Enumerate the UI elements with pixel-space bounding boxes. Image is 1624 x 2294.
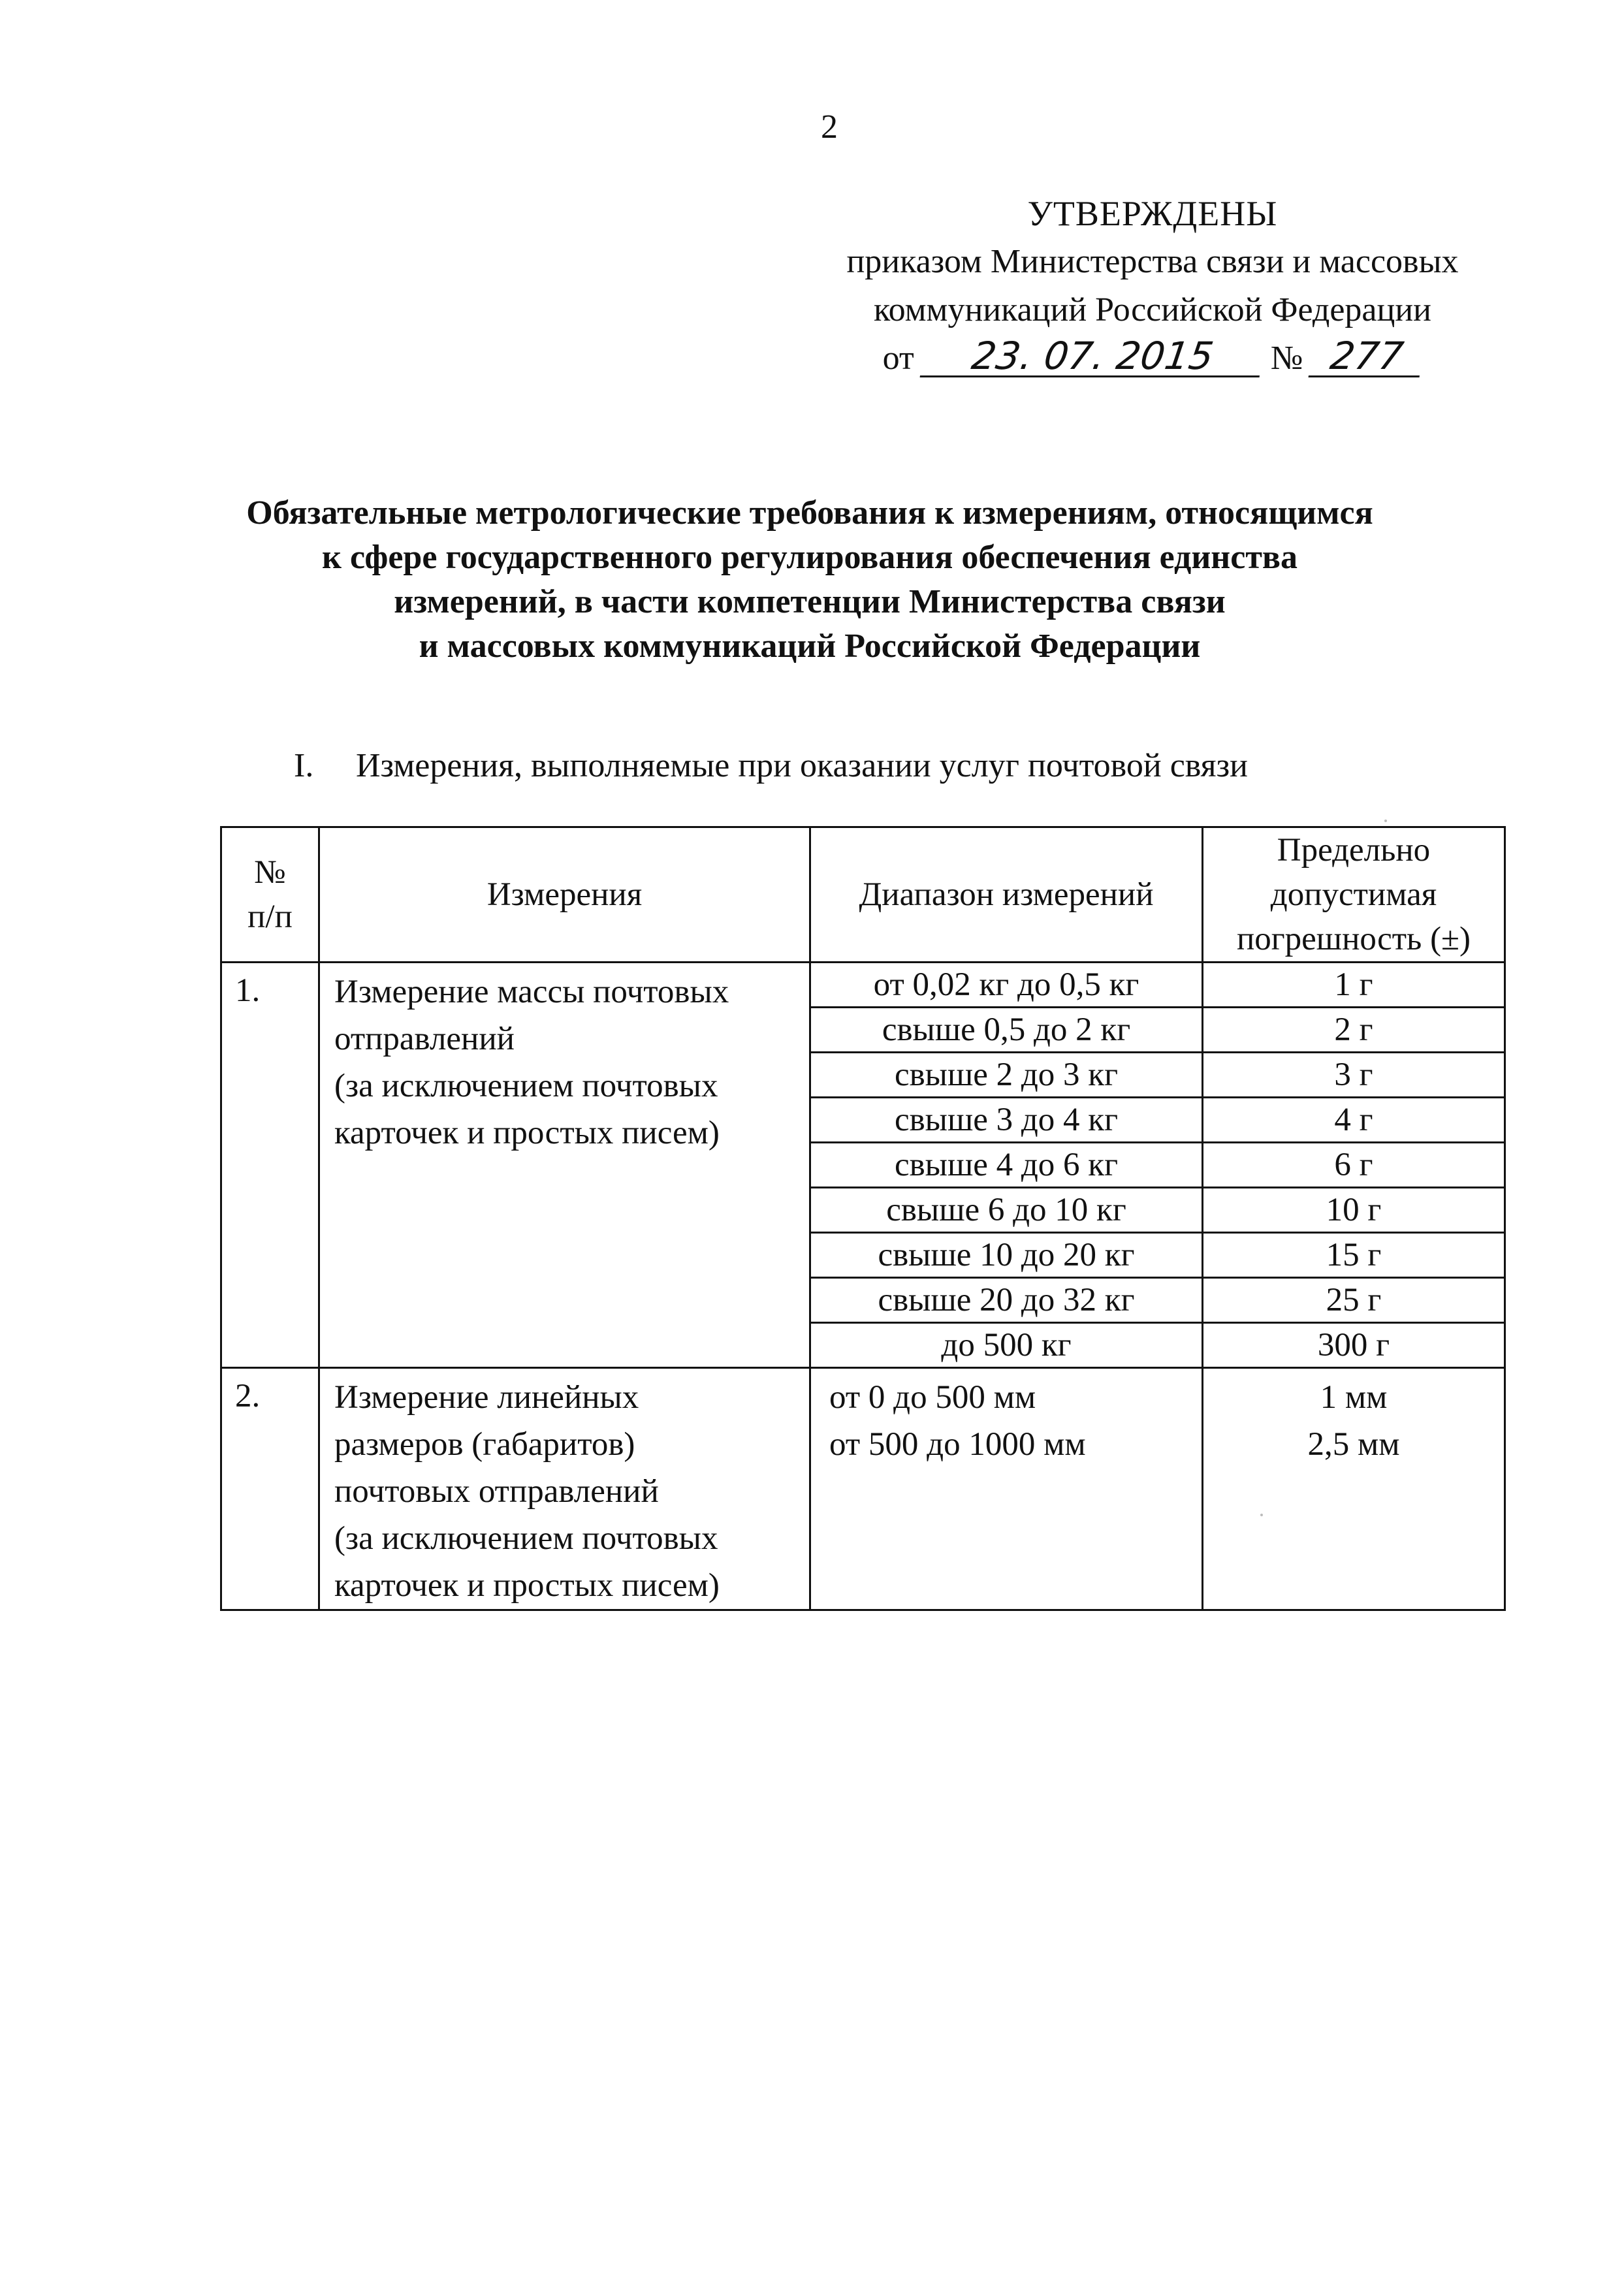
approval-block (777, 189, 1528, 383)
approval-date-number-line (777, 334, 1528, 383)
row-2-measurement-line-2: размеров (габаритов) (334, 1426, 635, 1463)
approval-line-1: приказом Министерства связи и массовых (846, 243, 1459, 280)
table-row (221, 963, 1505, 1008)
row-1-measurement-line-2: отправлений (334, 1021, 515, 1057)
table-row (221, 1368, 1505, 1610)
header-error-line-1: Предельно (1277, 832, 1431, 868)
document-title-line-3: измерений, в части компетенции Министерства связи (394, 583, 1226, 620)
header-measurement: Измерения (319, 827, 810, 963)
range-cell: свыше 3 до 4 кг (810, 1098, 1203, 1143)
row-1-measurement-line-4: карточек и простых писем) (334, 1115, 720, 1151)
error-cell: 10 г (1203, 1188, 1505, 1233)
error-cell: 300 г (1203, 1323, 1505, 1368)
row-2-error-line-1: 1 мм (1320, 1379, 1388, 1416)
handwritten-date: 23. 07. 2015 (919, 336, 1265, 377)
section-number: I. (294, 747, 314, 784)
error-cell: 15 г (1203, 1233, 1505, 1278)
row-2-range-line-1: от 0 до 500 мм (829, 1379, 1036, 1416)
date-prefix: от (882, 340, 914, 377)
row-1-number: 1. (221, 963, 319, 1368)
header-error-line-3: погрешность (±) (1236, 921, 1471, 957)
approval-title: УТВЕРЖДЕНЫ (1027, 194, 1278, 233)
row-2-measurement-line-4: (за исключением почтовых (334, 1520, 718, 1557)
header-number (221, 827, 319, 963)
page-number: 2 (821, 108, 838, 146)
row-2-error (1203, 1368, 1505, 1610)
document-title-line-1: Обязательные метрологические требования к измерениям, относящимся (246, 494, 1373, 532)
error-cell: 1 г (1203, 963, 1505, 1008)
error-cell: 25 г (1203, 1278, 1505, 1323)
row-2-number: 2. (221, 1368, 319, 1610)
table-header-row (221, 827, 1505, 963)
scan-speck (1384, 820, 1387, 822)
approval-line-2: коммуникаций Российской Федерации (874, 291, 1431, 328)
range-cell: свыше 6 до 10 кг (810, 1188, 1203, 1233)
row-2-measurement-line-1: Измерение линейных (334, 1379, 639, 1416)
row-2-measurement (319, 1368, 810, 1610)
range-cell: свыше 2 до 3 кг (810, 1053, 1203, 1098)
row-2-measurement-line-3: почтовых отправлений (334, 1473, 659, 1510)
requirements-table (220, 826, 1506, 1611)
row-1-measurement-line-3: (за исключением почтовых (334, 1068, 718, 1104)
range-cell: свыше 0,5 до 2 кг (810, 1008, 1203, 1053)
row-2-range (810, 1368, 1203, 1610)
row-1-measurement-line-1: Измерение массы почтовых (334, 974, 729, 1010)
document-title-line-4: и массовых коммуникаций Российской Федерации (419, 628, 1201, 665)
handwritten-number: 277 (1309, 336, 1425, 377)
header-number-sign: № (254, 854, 286, 891)
header-error (1203, 827, 1505, 963)
range-cell: от 0,02 кг до 0,5 кг (810, 963, 1203, 1008)
error-cell: 6 г (1203, 1143, 1505, 1188)
row-1-measurement (319, 963, 810, 1368)
section-heading (294, 743, 1469, 789)
row-2-range-line-2: от 500 до 1000 мм (829, 1426, 1086, 1463)
header-range: Диапазон измерений (810, 827, 1203, 963)
row-2-measurement-line-5: карточек и простых писем) (334, 1567, 720, 1604)
header-number-label: п/п (247, 899, 293, 935)
error-cell: 4 г (1203, 1098, 1505, 1143)
document-title-line-2: к сфере государственного регулирования обеспечения единства (322, 539, 1298, 576)
error-cell: 2 г (1203, 1008, 1505, 1053)
document-title (157, 491, 1463, 669)
range-cell: свыше 20 до 32 кг (810, 1278, 1203, 1323)
row-2-error-line-2: 2,5 мм (1307, 1426, 1400, 1463)
error-cell: 3 г (1203, 1053, 1505, 1098)
range-cell: до 500 кг (810, 1323, 1203, 1368)
section-title: Измерения, выполняемые при оказании услуг почтовой связи (356, 747, 1248, 784)
header-error-line-2: допустимая (1270, 876, 1437, 913)
range-cell: свыше 10 до 20 кг (810, 1233, 1203, 1278)
range-cell: свыше 4 до 6 кг (810, 1143, 1203, 1188)
number-prefix: № (1270, 340, 1303, 377)
scan-speck (1260, 1514, 1263, 1516)
